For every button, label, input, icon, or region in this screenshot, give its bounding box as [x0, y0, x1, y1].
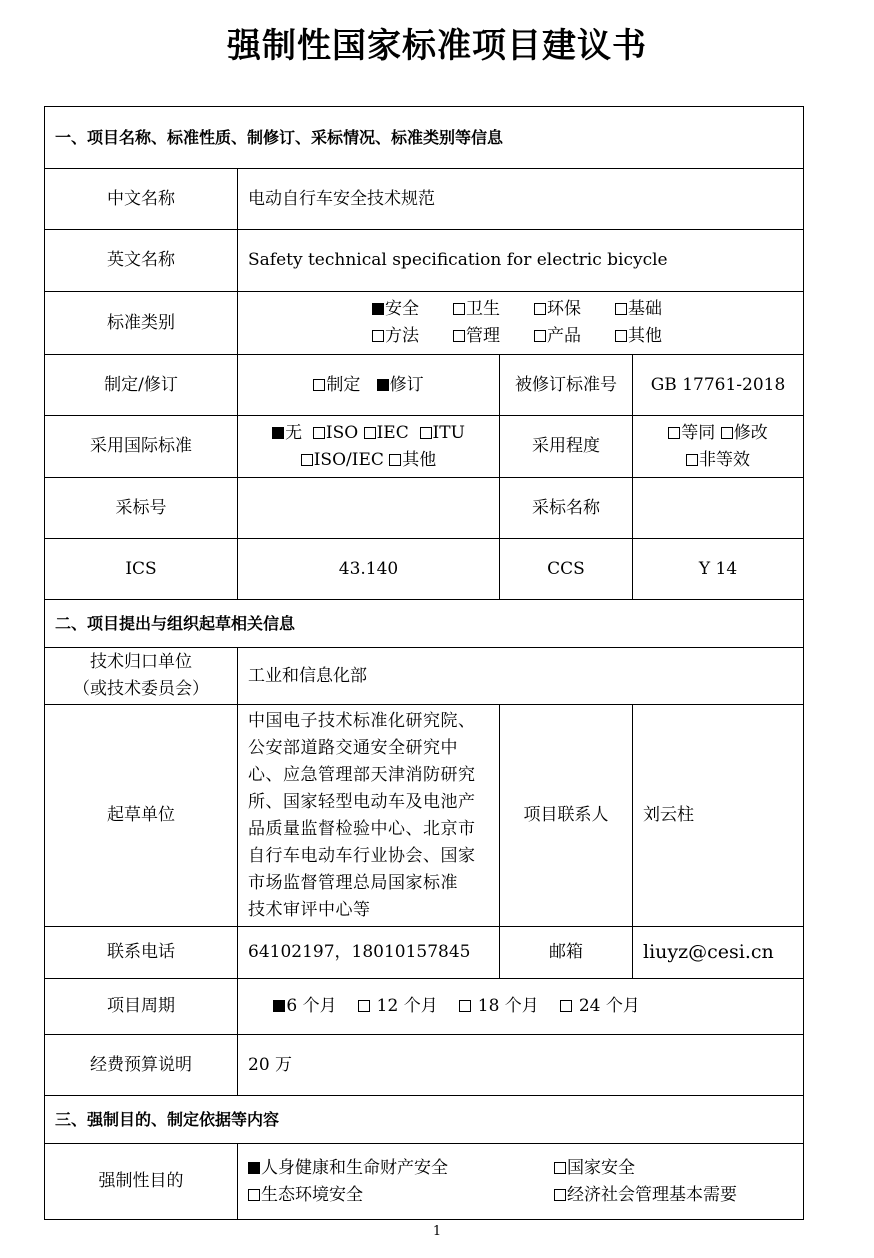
checkbox-icon: [560, 1000, 572, 1012]
proposal-form-table: [44, 106, 804, 1220]
adopt-name-label: 采标名称: [500, 478, 633, 539]
purpose-options: [238, 1144, 804, 1220]
budget-value: 20 万: [238, 1035, 804, 1096]
intl-other-option[interactable]: 其他: [389, 450, 436, 470]
checkbox-icon: [372, 330, 384, 342]
email-label: 邮箱: [500, 927, 633, 979]
category-options: [238, 292, 804, 355]
category-safety-option[interactable]: 安全: [372, 296, 453, 323]
period-12-months-option[interactable]: 12 个月: [358, 996, 437, 1016]
section1-heading: 一、项目名称、标准性质、制修订、采标情况、标准类别等信息: [45, 107, 804, 169]
ccs-label: CCS: [500, 539, 633, 600]
degree-modified-option[interactable]: 修改: [721, 423, 768, 443]
checkbox-icon: [358, 1000, 370, 1012]
contact-person-value: 刘云柱: [633, 705, 804, 927]
checkbox-icon: [389, 454, 401, 466]
page-number: 1: [432, 1224, 442, 1239]
checkbox-icon: [686, 454, 698, 466]
adoption-degree-options: [633, 416, 804, 478]
purpose-eco-option[interactable]: 生态环境安全: [248, 1182, 554, 1209]
category-other-option[interactable]: 其他: [615, 326, 662, 346]
checkbox-icon: [668, 427, 680, 439]
intl-standard-label: 采用国际标准: [45, 416, 238, 478]
checkbox-icon: [364, 427, 376, 439]
checkbox-icon: [313, 379, 325, 391]
section3-heading: 三、强制目的、制定依据等内容: [45, 1096, 804, 1144]
en-name-label: 英文名称: [45, 230, 238, 292]
intl-standard-options: [238, 416, 500, 478]
period-18-months-option[interactable]: 18 个月: [459, 996, 538, 1016]
category-product-option[interactable]: 产品: [534, 323, 615, 350]
page-title: 强制性国家标准项目建议书: [227, 26, 647, 66]
purpose-economy-option[interactable]: 经济社会管理基本需要: [554, 1185, 737, 1205]
checkbox-icon: [248, 1189, 260, 1201]
cn-name-value: 电动自行车安全技术规范: [238, 169, 804, 230]
checkbox-checked-icon: [377, 379, 389, 391]
category-health-option[interactable]: 卫生: [453, 296, 534, 323]
cn-name-label: 中文名称: [45, 169, 238, 230]
purpose-national-option[interactable]: 国家安全: [554, 1158, 635, 1178]
checkbox-icon: [721, 427, 733, 439]
drafting-unit-label: 起草单位: [45, 705, 238, 927]
checkbox-checked-icon: [248, 1162, 260, 1174]
checkbox-checked-icon: [272, 427, 284, 439]
intl-itu-option[interactable]: ITU: [420, 423, 465, 443]
category-basic-option[interactable]: 基础: [615, 299, 662, 319]
checkbox-icon: [313, 427, 325, 439]
intl-iec-option[interactable]: IEC: [364, 423, 409, 443]
period-24-months-option[interactable]: 24 个月: [560, 996, 639, 1016]
checkbox-icon: [554, 1189, 566, 1201]
ccs-value: Y 14: [633, 539, 804, 600]
revise-option[interactable]: 修订: [377, 375, 424, 395]
project-period-options: [238, 979, 804, 1035]
contact-person-label: 项目联系人: [500, 705, 633, 927]
revise-label: 制定/修订: [45, 355, 238, 416]
degree-non-equivalent-option[interactable]: 非等效: [686, 450, 750, 470]
category-label: 标准类别: [45, 292, 238, 355]
intl-none-option[interactable]: 无: [272, 423, 302, 443]
revised-std-value: GB 17761-2018: [633, 355, 804, 416]
checkbox-icon: [459, 1000, 471, 1012]
intl-iso-option[interactable]: ISO: [313, 423, 358, 443]
drafting-unit-value: 中国电子技术标准化研究院、 公安部道路交通安全研究中 心、应急管理部天津消防研究 所、国家轻型电动车及电池产 品质量监督检验中心、北京市 自行车电动车行业协会、国家 市场监督管理总局国家标准 技术审评中心等: [238, 705, 500, 927]
checkbox-icon: [534, 330, 546, 342]
category-management-option[interactable]: 管理: [453, 323, 534, 350]
checkbox-icon: [301, 454, 313, 466]
checkbox-icon: [534, 303, 546, 315]
intl-isoiec-option[interactable]: ISO/IEC: [301, 450, 384, 470]
section2-heading: 二、项目提出与组织起草相关信息: [45, 600, 804, 648]
phone-label: 联系电话: [45, 927, 238, 979]
ics-label: ICS: [45, 539, 238, 600]
ics-value: 43.140: [238, 539, 500, 600]
budget-label: 经费预算说明: [45, 1035, 238, 1096]
checkbox-icon: [420, 427, 432, 439]
en-name-value: Safety technical specification for electric bicycle: [238, 230, 804, 292]
checkbox-checked-icon: [372, 303, 384, 315]
email-value: liuyz@cesi.cn: [633, 927, 804, 979]
checkbox-icon: [453, 330, 465, 342]
adoption-degree-label: 采用程度: [500, 416, 633, 478]
category-method-option[interactable]: 方法: [372, 323, 453, 350]
purpose-health-option[interactable]: 人身健康和生命财产安全: [248, 1155, 554, 1182]
degree-identical-option[interactable]: 等同: [668, 423, 715, 443]
category-environment-option[interactable]: 环保: [534, 296, 615, 323]
formulate-option[interactable]: 制定: [313, 375, 360, 395]
revise-options: [238, 355, 500, 416]
adopt-number-value[interactable]: [238, 478, 500, 539]
technical-committee-label: 技术归口单位 （或技术委员会）: [45, 648, 238, 705]
revised-std-label: 被修订标准号: [500, 355, 633, 416]
adopt-number-label: 采标号: [45, 478, 238, 539]
checkbox-icon: [453, 303, 465, 315]
checkbox-checked-icon: [273, 1000, 285, 1012]
technical-committee-value: 工业和信息化部: [238, 648, 804, 705]
project-period-label: 项目周期: [45, 979, 238, 1035]
checkbox-icon: [615, 303, 627, 315]
adopt-name-value[interactable]: [633, 478, 804, 539]
purpose-label: 强制性目的: [45, 1144, 238, 1220]
period-6-months-option[interactable]: 6 个月: [273, 996, 336, 1016]
checkbox-icon: [615, 330, 627, 342]
phone-value: 64102197，18010157845: [238, 927, 500, 979]
checkbox-icon: [554, 1162, 566, 1174]
